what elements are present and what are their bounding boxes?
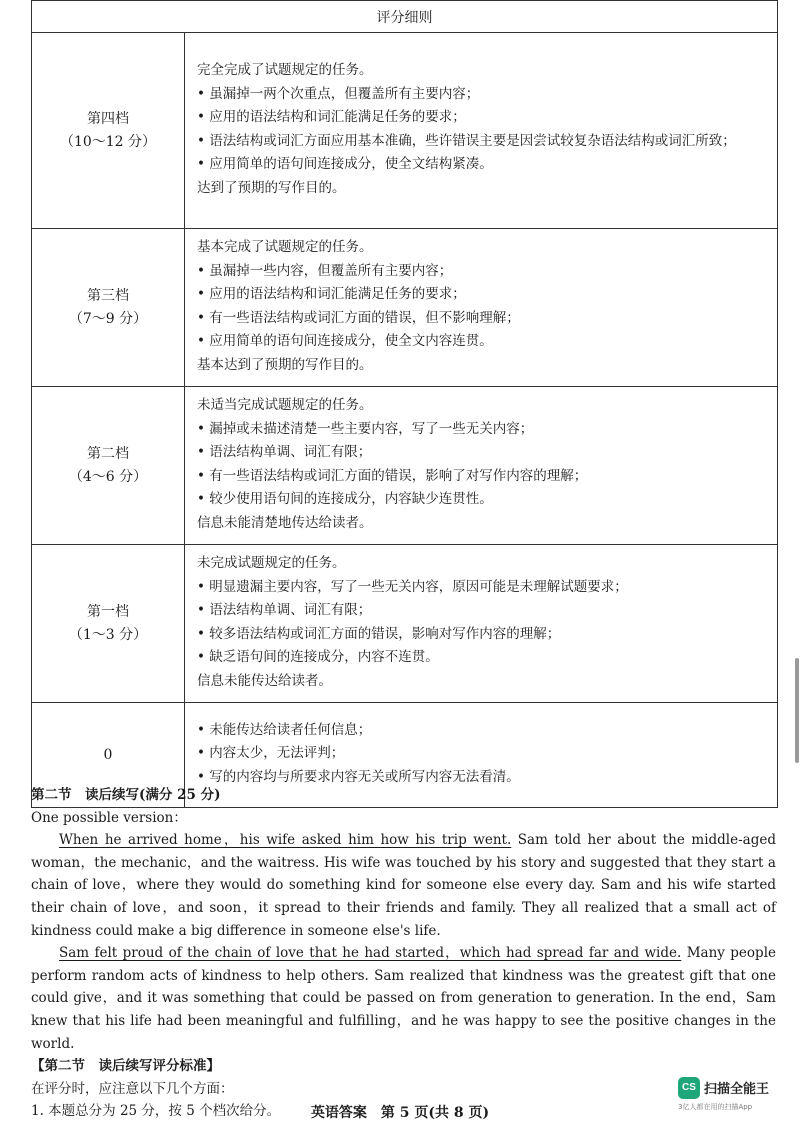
scoring-table <box>31 0 778 808</box>
level-name: 第四档 <box>87 110 129 127</box>
level-score: （7～9 分） <box>68 310 148 327</box>
level-name: 第二档 <box>87 445 129 462</box>
criteria-line: 信息未能传达给读者。 <box>197 672 332 689</box>
table-header: 评分细则 <box>32 1 778 33</box>
continuation-writing-section <box>31 784 776 1123</box>
given-opening-sentence-1: When he arrived home，his wife asked him how his trip went. <box>59 832 512 849</box>
criteria-line: • 应用简单的语句间连接成分，使全文内容连贯。 <box>197 333 493 349</box>
criteria-line: • 写的内容均与所要求内容无关或所写内容无法看清。 <box>197 768 520 785</box>
watermark-tagline: 3亿人都在用的扫描App <box>678 1103 753 1111</box>
criteria-cell <box>185 545 778 703</box>
level-score: （10～12 分） <box>59 133 157 150</box>
criteria-line: • 语法结构或词汇方面应用基本准确，些许错误主要是因尝试较复杂语法结构或词汇所致； <box>197 132 736 149</box>
level-name: 第三档 <box>87 287 129 304</box>
criteria-item: 1. 本题总分为 25 分，按 5 个档次给分。 <box>31 1103 281 1120</box>
criteria-line: • 明显遗漏主要内容，写了一些无关内容，原因可能是未理解试题要求； <box>197 578 628 595</box>
criteria-line: 基本达到了预期的写作目的。 <box>197 356 373 373</box>
criteria-cell <box>185 229 778 387</box>
criteria-line: • 有一些语法结构或词汇方面的错误，影响了对写作内容的理解； <box>197 467 588 484</box>
criteria-line: 基本完成了试题规定的任务。 <box>197 239 373 255</box>
watermark-app-name: 扫描全能王 <box>704 1082 770 1097</box>
criteria-line: 信息未能清楚地传达给读者。 <box>197 514 373 531</box>
criteria-line: 未完成试题规定的任务。 <box>197 555 346 571</box>
criteria-cell <box>185 387 778 545</box>
criteria-line: • 缺乏语句间的连接成分，内容不连贯。 <box>197 649 439 665</box>
criteria-cell <box>185 33 778 229</box>
level-cell <box>32 229 185 387</box>
section-title: 第二节 读后续写(满分 25 分) <box>31 787 221 803</box>
level-score: （1～3 分） <box>68 626 148 643</box>
criteria-title: 【第二节 读后续写评分标准】 <box>31 1058 220 1075</box>
criteria-line: • 应用简单的语句间连接成分，使全文结构紧凑。 <box>197 156 493 172</box>
level-cell <box>32 387 185 545</box>
criteria-line: • 漏掉或未描述清楚一些主要内容，写了一些无关内容； <box>197 420 534 437</box>
given-opening-sentence-2: Sam felt proud of the chain of love that he had started，which had spread far and wide. <box>59 945 682 962</box>
version-label: One possible version： <box>31 809 187 826</box>
scrollbar-thumb[interactable] <box>795 658 799 763</box>
level-cell <box>32 545 185 703</box>
table-row <box>32 33 778 229</box>
criteria-intro: 在评分时，应注意以下几个方面： <box>31 1080 234 1097</box>
table-row <box>32 387 778 545</box>
criteria-line: • 应用的语法结构和词汇能满足任务的要求； <box>197 286 466 302</box>
table-row <box>32 545 778 703</box>
criteria-line: • 虽漏掉一两个次重点，但覆盖所有主要内容； <box>197 85 480 102</box>
criteria-line: • 内容太少，无法评判； <box>197 745 345 762</box>
paragraph-1-text: Sam told her about the middle-aged woman，the mechanic，and the waitress. His wife was touched by his story and suggested that they start a chain of love，where they would do something kind for someone else every day. Sam and his wife started their chain of love，and soon，it spread to their friends and family. They all realized that a small act of kindness could make a big difference in someone else's life. <box>31 832 776 939</box>
criteria-line: • 有一些语法结构或词汇方面的错误，但不影响理解； <box>197 309 520 326</box>
criteria-line: • 语法结构单调、词汇有限； <box>197 602 372 618</box>
criteria-line: 完全完成了试题规定的任务。 <box>197 62 373 78</box>
table-row <box>32 229 778 387</box>
page-footer: 英语答案 第 5 页(共 8 页) <box>310 1105 490 1121</box>
level-score: （4～6 分） <box>68 468 148 485</box>
sample-paragraph-1 <box>31 829 776 942</box>
criteria-line: • 应用的语法结构和词汇能满足任务的要求； <box>197 109 466 125</box>
level-name: 0 <box>103 746 113 763</box>
criteria-line: 达到了预期的写作目的。 <box>197 179 346 196</box>
criteria-line: • 未能传达给读者任何信息； <box>197 721 372 738</box>
level-cell <box>32 33 185 229</box>
criteria-line: • 较多语法结构或词汇方面的错误，影响对写作内容的理解； <box>197 625 561 642</box>
criteria-line: • 虽漏掉一些内容，但覆盖所有主要内容； <box>197 262 453 279</box>
scanner-watermark <box>676 1075 796 1115</box>
criteria-line: 未适当完成试题规定的任务。 <box>197 397 373 413</box>
criteria-line: • 较少使用语句间的连接成分，内容缺少连贯性。 <box>197 491 493 507</box>
sample-paragraph-2 <box>31 942 776 1055</box>
camscanner-logo-icon: CS <box>678 1077 700 1099</box>
level-name: 第一档 <box>87 603 129 620</box>
criteria-line: • 语法结构单调、词汇有限； <box>197 444 372 460</box>
paragraph-2-text: Many people perform random acts of kindness to help others. Sam realized that kindness was the greatest gift that one could give，and it was something that could be passed on from generation to generation. In the end，Sam knew that his life had been meaningful and fulfilling，and he was happy to see the positive changes in the world. <box>31 945 777 1052</box>
